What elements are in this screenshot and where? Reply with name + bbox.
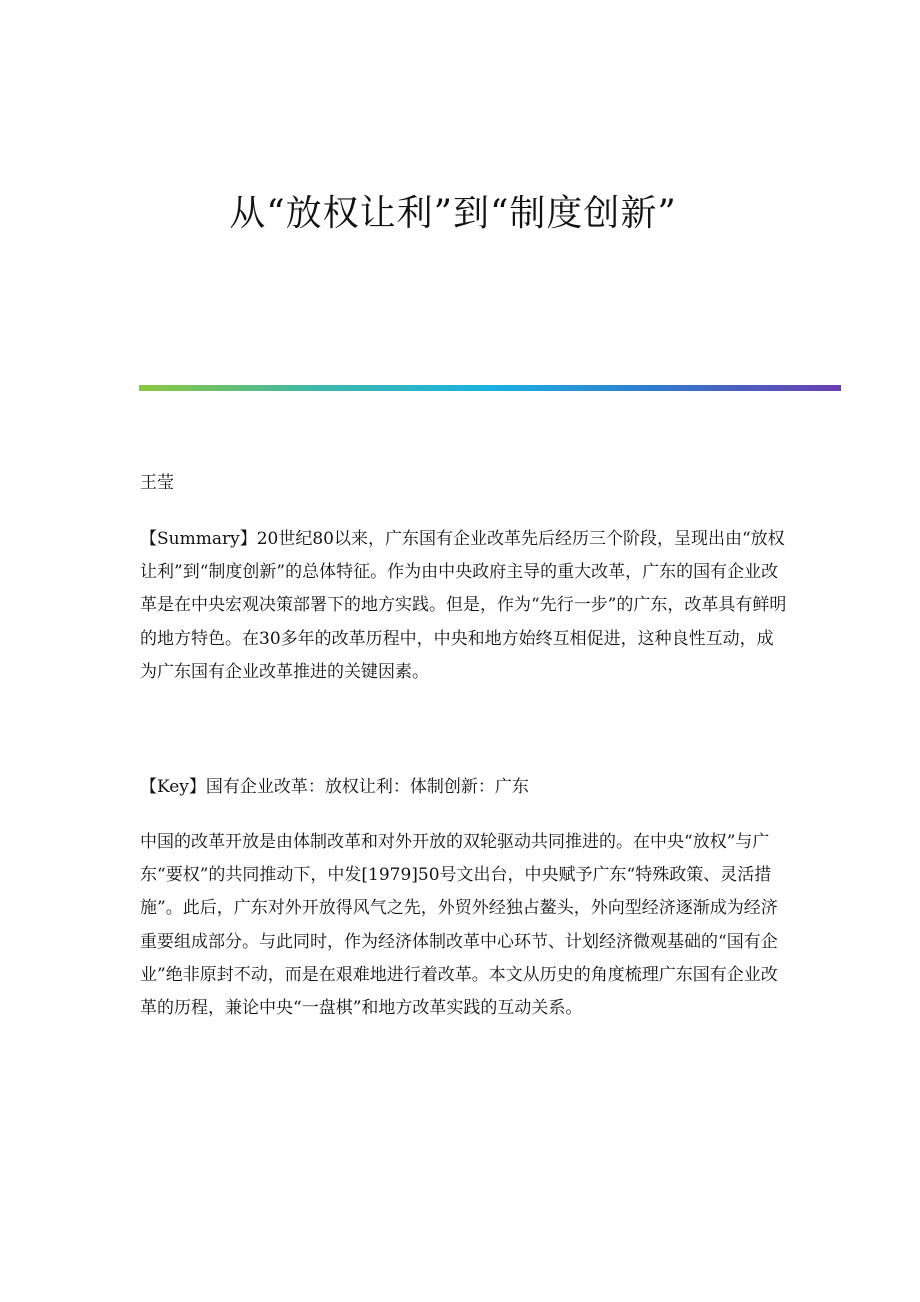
summary-paragraph: 【Summary】20世纪80以来，广东国有企业改革先后经历三个阶段，呈现出由“放权让利”到“制度创新”的总体特征。作为由中央政府主导的重大改革，广东的国有企业改革是在中央宏观决策部署下的地方实践。但是，作为“先行一步”的广东，改革具有鲜明的地方特色。在30多年的改革历程中，中央和地方始终互相促进，这种良性互动，成为广东国有企业改革推进的关键因素。 xyxy=(140,529,787,682)
author-name: 王莹 xyxy=(140,473,174,493)
gradient-divider xyxy=(139,385,841,391)
keywords-line: 【Key】国有企业改革：放权让利：体制创新：广东 xyxy=(140,777,529,797)
document-title: 从“放权让利”到“制度创新” xyxy=(229,193,677,234)
body-paragraph: 中国的改革开放是由体制改革和对外开放的双轮驱动共同推进的。在中央“放权”与广东“要权”的共同推动下，中发[1979]50号文出台，中央赋予广东“特殊政策、灵活措施”。此后，广东对外开放得风气之先，外贸外经独占鳌头，外向型经济逐渐成为经济重要组成部分。与此同时，作为经济体制改革中心环节、计划经济微观基础的“国有企业”绝非原封不动，而是在艰难地进行着改革。本文从历史的角度梳理广东国有企业改革的历程，兼论中央“一盘棋”和地方改革实践的互动关系。 xyxy=(140,832,778,1019)
